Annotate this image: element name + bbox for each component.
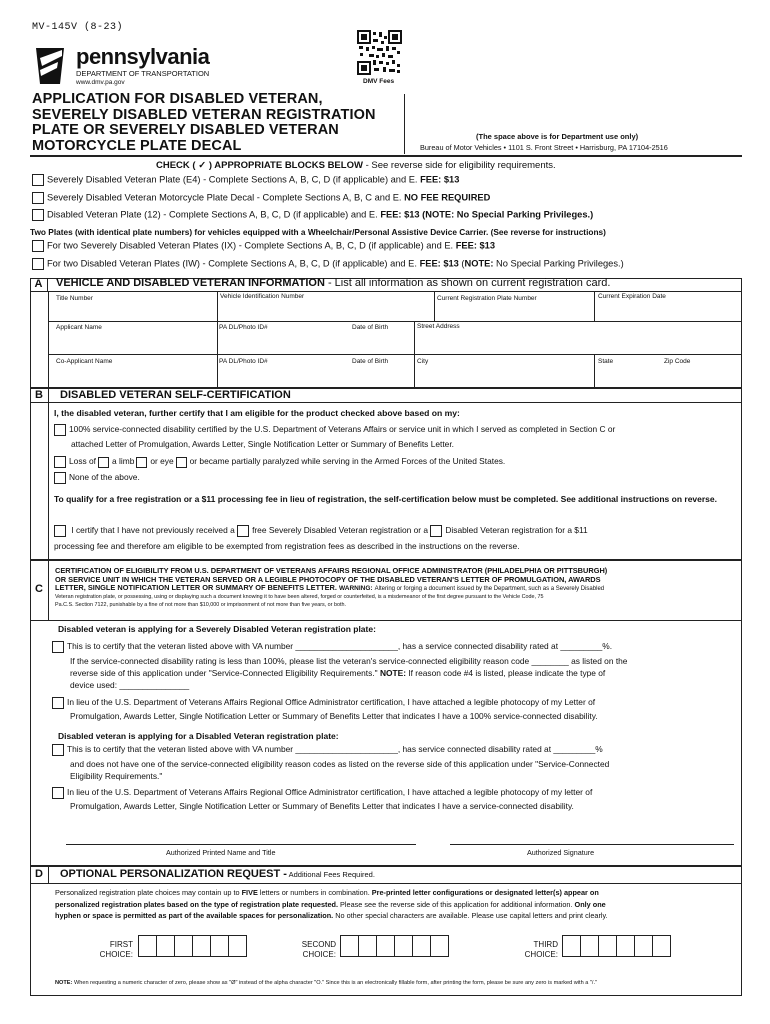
section-a-letter: A — [34, 278, 43, 290]
opt-none-checkbox[interactable] — [54, 472, 66, 484]
section-b-certify: I, the disabled veteran, further certify that I am eligible for the product checked above based on my: — [54, 408, 460, 418]
field-title-number[interactable]: Title Number — [56, 295, 93, 302]
sig-name-caption: Authorized Printed Name and Title — [166, 848, 276, 857]
section-a-title: VEHICLE AND DISABLED VETERAN INFORMATION - List all information as shown on current registration card. — [56, 277, 611, 289]
section-d-text: Personalized registration plate choices may contain up to FIVE letters or numbers in combination. Pre-printed letter configurations or designated letter(s) appear on personalized registration plates based on the type of registration plate requested. Please see the reverse side of this application for additional information. Only one hyphen or space is permitted as part of the available spaces for personalization. No other special characters are available. Please use capital letters and print clearly. — [55, 888, 608, 920]
field-zip[interactable]: Zip Code — [664, 358, 691, 365]
dept-address: Bureau of Motor Vehicles • 1101 S. Front Street • Harrisburg, PA 17104-2516 — [420, 143, 668, 152]
section-c-letter: C — [35, 583, 43, 595]
sig-sig-caption: Authorized Signature — [527, 848, 595, 857]
keystone-logo-icon — [32, 46, 68, 86]
first-choice-label: FIRST CHOICE: — [99, 940, 133, 959]
dv-certify-cont: and does not have one of the service-connected eligibility reason codes as listed on the reverse side of this application under "Service-Connected Eligibility Requirements." — [70, 759, 610, 781]
form-id: MV-145V (8-23) — [32, 22, 124, 33]
option-ix-checkbox[interactable] — [32, 240, 44, 252]
section-b-title: DISABLED VETERAN SELF-CERTIFICATION — [60, 389, 291, 401]
opt-limb-checkbox[interactable] — [98, 457, 109, 468]
section-b-opt1-cont: attached Letter of Promulgation, Awards Letter, Single Notification Letter or Summary of Benefits Letter. — [71, 439, 454, 449]
opt-100-percent-checkbox[interactable] — [54, 424, 66, 436]
section-d-letter: D — [35, 868, 43, 880]
first-choice-input[interactable] — [138, 935, 246, 957]
section-c-warning: Veteran registration plate, or possessing, using or displaying such a document knowing it to have been altered, forged or counterfeited, is a misdemeanor of the first degree pursuant to the Vehicle Code, 75 Pa.C.S. Section 7122, punishable by a fine of not more than $10,000 or imprisonment of not more than five years, or both. — [55, 594, 544, 608]
section-b-none: None of the above. — [54, 472, 140, 484]
field-coapplicant-dl[interactable]: PA DL/Photo ID# — [219, 358, 268, 365]
title-line: PLATE OR SEVERELY DISABLED VETERAN — [32, 122, 339, 138]
certify-dv-checkbox[interactable] — [430, 525, 442, 537]
sdv-certify: This is to certify that the veteran listed above with VA number ______________________, has a service connected disability rated at _________%. — [52, 641, 612, 653]
sdv-header: Disabled veteran is applying for a Severely Disabled Veteran registration plate: — [58, 624, 376, 634]
section-d-box — [30, 866, 742, 996]
section-d-title: OPTIONAL PERSONALIZATION REQUEST - Additional Fees Required. — [60, 868, 375, 880]
section-b-qualify: To qualify for a free registration or a $11 processing fee in lieu of registration, the self-certification below must be completed. See additional instructions on reverse. — [54, 494, 717, 504]
field-expiration[interactable]: Current Expiration Date — [598, 293, 666, 300]
field-applicant-name[interactable]: Applicant Name — [56, 324, 102, 331]
section-d-note: NOTE: When requesting a numeric character of zero, please show as "Ø" instead of the alpha character "O." Since this is an electronically fillable form, after printing the form, please be sure any zero is marked with a "/." — [55, 980, 598, 986]
sdv-lieu: In lieu of the U.S. Department of Veterans Affairs Regional Office Administrator certification, I have attached a legible photocopy of my Letter of — [52, 697, 595, 709]
sdv-lieu-checkbox[interactable] — [52, 697, 64, 709]
dv-certify: This is to certify that the veteran listed above with VA number ______________________, has service connected disability rated at _________% — [52, 744, 603, 756]
sig-name-line[interactable] — [66, 844, 416, 845]
form-title — [32, 92, 376, 154]
field-applicant-dob[interactable]: Date of Birth — [352, 324, 389, 331]
field-vin[interactable]: Vehicle Identification Number — [220, 293, 305, 300]
field-city[interactable]: City — [417, 358, 429, 365]
field-coapplicant-name[interactable]: Co-Applicant Name — [56, 358, 113, 365]
certify-not-received-checkbox[interactable] — [54, 525, 66, 537]
third-choice-input[interactable] — [562, 935, 670, 957]
option-e4: Severely Disabled Veteran Plate (E4) - Complete Sections A, B, C, D (if applicable) and E. FEE: $13 — [32, 174, 459, 186]
section-b-certify2-cont: processing fee and therefore am eligible to be exempted from registration fees as described in the instructions on the reverse. — [54, 541, 520, 551]
title-line: MOTORCYCLE PLATE DECAL — [32, 137, 242, 154]
dv-lieu: In lieu of the U.S. Department of Veterans Affairs Regional Office Administrator certification, I have attached a legible photocopy of my letter of — [52, 787, 592, 799]
opt-loss-checkbox[interactable] — [54, 456, 66, 468]
dv-header: Disabled veteran is applying for a Disabled Veteran registration plate: — [58, 731, 339, 741]
dv-lieu-cont: Promulgation, Awards Letter, Single Notification Letter or Summary of Benefits Letter that indicates I have a service-connected disability. — [70, 801, 574, 811]
qr-code-icon — [357, 30, 402, 75]
second-choice-label: SECOND CHOICE: — [301, 940, 336, 959]
section-b-letter: B — [35, 389, 43, 401]
sdv-certify-cont: If the service-connected disability rating is less than 100%, please list the veteran's service-connected eligibility reason code ________ as listed on the reverse side of this application under "Service-Connected Eligibility Requirements." NOTE: If reason code #4 is listed, please indicate the type of device used: _______________ — [70, 656, 628, 690]
opt-paralyzed-checkbox[interactable] — [176, 457, 187, 468]
qr-label: DMV Fees — [363, 78, 395, 85]
option-motorcycle-checkbox[interactable] — [32, 192, 44, 204]
check-header: CHECK ( ✓ ) APPROPRIATE BLOCKS BELOW - See reverse side for eligibility requirements. — [156, 160, 556, 171]
field-plate-number[interactable]: Current Registration Plate Number — [437, 295, 537, 302]
option-motorcycle: Severely Disabled Veteran Motorcycle Plate Decal - Complete Sections A, B, C and E. NO FEE REQUIRED — [32, 192, 490, 204]
sdv-certify-checkbox[interactable] — [52, 641, 64, 653]
brand-state: pennsylvania — [76, 44, 210, 69]
section-b-certify2: I certify that I have not previously received a free Severely Disabled Veteran registration or a Disabled Veteran registration for a $11 — [54, 525, 588, 537]
brand-dept: DEPARTMENT OF TRANSPORTATION — [76, 69, 210, 78]
option-iw: For two Disabled Veteran Plates (IW) - Complete Sections A, B, C, D (if applicable) and E. FEE: $13 (NOTE: No Special Parking Privileges.) — [32, 258, 624, 270]
option-iw-checkbox[interactable] — [32, 258, 44, 270]
brand-url: www.dmv.pa.gov — [76, 79, 125, 86]
option-ix: For two Severely Disabled Veteran Plates (IX) - Complete Sections A, B, C, D (if applicable) and E. FEE: $13 — [32, 240, 495, 252]
sdv-lieu-cont: Promulgation, Awards Letter, Single Notification Letter or Summary of Benefits Letter that indicates I have a 100% service-connected disability. — [70, 711, 598, 721]
second-choice-input[interactable] — [340, 935, 448, 957]
dv-certify-checkbox[interactable] — [52, 744, 64, 756]
field-coapplicant-dob[interactable]: Date of Birth — [352, 358, 389, 365]
section-b-opt1: 100% service-connected disability certified by the U.S. Department of Veterans Affairs or service unit in which I served as completed in Section C or — [54, 424, 615, 436]
title-line: APPLICATION FOR DISABLED VETERAN, — [32, 91, 323, 107]
certify-sdv-checkbox[interactable] — [237, 525, 249, 537]
option-12: Disabled Veteran Plate (12) - Complete Sections A, B, C, D (if applicable) and E. FEE: $13 (NOTE: No Special Parking Privileges.) — [32, 209, 593, 221]
third-choice-label: THIRD CHOICE: — [524, 940, 558, 959]
section-c-heading: CERTIFICATION OF ELIGIBILITY FROM U.S. DEPARTMENT OF VETERANS AFFAIRS REGIONAL OFFICE ADMINISTRATOR (PHILADELPHIA OR PITTSBURGH) OR SERVICE UNIT IN WHICH THE VETERAN SERVED OR A LEGIBLE PHOTOCOPY OF THE DISABLED VETERAN'S LETTER OF PROMULGATION, AWARDS LETTER, SINGLE NOTIFICATION LETTER OR SUMMARY OF BENEFITS LETTER. WARNING: Altering or forging a document issued by the Department, such as a Severely Disabled — [55, 566, 608, 592]
dv-lieu-checkbox[interactable] — [52, 787, 64, 799]
opt-eye-checkbox[interactable] — [136, 457, 147, 468]
field-applicant-dl[interactable]: PA DL/Photo ID# — [219, 324, 268, 331]
dept-use-note: (The space above is for Department use only) — [476, 132, 639, 141]
section-b-loss: Loss of a limb or eye or became partially paralyzed while serving in the Armed Forces of the United States. — [54, 456, 505, 468]
option-12-checkbox[interactable] — [32, 209, 44, 221]
option-e4-checkbox[interactable] — [32, 174, 44, 186]
sig-sig-line[interactable] — [450, 844, 734, 845]
field-state[interactable]: State — [598, 358, 614, 365]
two-plates-header: Two Plates (with identical plate numbers) for vehicles equipped with a Wheelchair/Personal Assistive Device Carrier. (See reverse for instructions) — [30, 227, 606, 237]
field-street-address[interactable]: Street Address — [417, 323, 460, 330]
title-line: SEVERELY DISABLED VETERAN REGISTRATION — [32, 106, 376, 123]
